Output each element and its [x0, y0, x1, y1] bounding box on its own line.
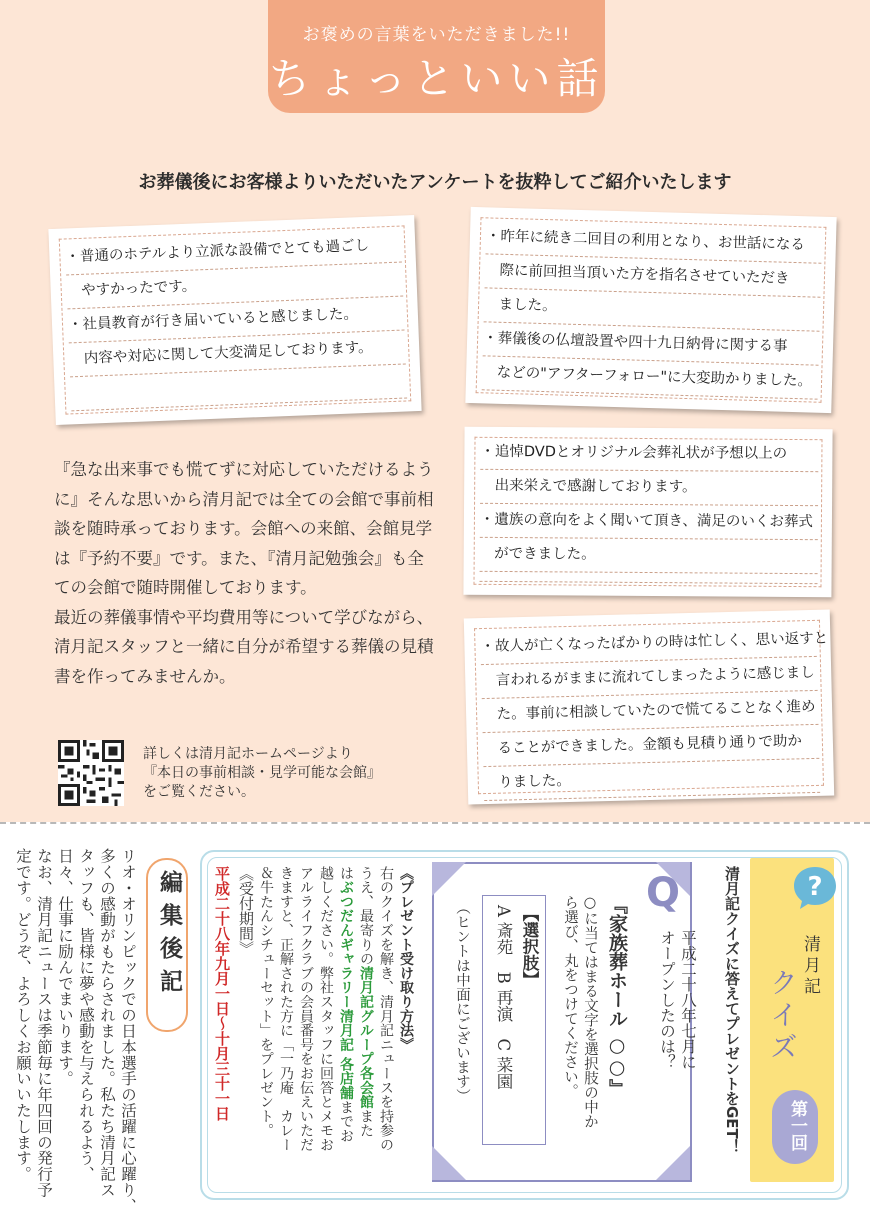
question-text: [656, 930, 698, 1070]
testimonial-card-1: [48, 215, 421, 425]
testimonial-card-4: [464, 610, 834, 805]
card-line: ・故人が亡くなったばかりの時は忙しく、思い返すと: [480, 622, 817, 665]
card-line: ました。: [484, 287, 821, 331]
card-line: ・追悼DVDとオリジナル会葬礼状が予想以上の: [480, 435, 818, 472]
quiz-round-badge: [772, 1090, 818, 1164]
quiz-brand: 清月記: [800, 935, 820, 998]
choices-line: [490, 905, 516, 1089]
instruction-line: ○に当てはまる文字を選択肢の中か: [582, 895, 598, 1129]
present-highlight: ぶつだんギャラリー清月記 各店舗: [338, 880, 354, 1100]
period-heading: 《受付期間》: [237, 866, 255, 956]
present-line: きますと、正解された方に「一乃庵 カレー: [278, 866, 294, 1152]
consultation-paragraph: 最近の葬儀事情や平均費用等について学びながら、清月記スタッフと一緒に自分が希望する葬儀の見積書を作ってみませんか。: [54, 607, 434, 686]
editor-note-line: タッフも、皆様に夢や感動を与えられるよう、: [77, 848, 95, 1182]
quiz-banner: 清月記クイズに答えてプレゼントをGET！: [723, 866, 741, 1154]
period-text: 平成二十八年九月一日～十月三十一日: [213, 866, 231, 1121]
qr-note: [143, 745, 381, 802]
choice-item[interactable]: A 斎苑: [494, 905, 513, 956]
present-text: は: [338, 866, 354, 881]
card-line: ・昨年に続き二回目の利用となり、お世話になる: [485, 219, 822, 263]
present-text: また: [358, 1109, 374, 1138]
consultation-text: [54, 455, 434, 691]
editor-note-line: 日々、仕事に励んでまいります。: [56, 848, 74, 1087]
section-divider: [0, 822, 870, 824]
card-line: 出来栄えで感謝しております。: [480, 469, 818, 506]
choice-item[interactable]: C 菜園: [494, 1038, 513, 1090]
card-line: ることができました。金額も見積り通りで助か: [483, 724, 820, 767]
card-line: ・普通のホテルより立派な設備でとても過ごし: [65, 228, 402, 276]
present-line: 越しください。弊社スタッフに回答とメモお: [318, 866, 334, 1152]
consultation-paragraph: 『急な出来事でも慌てずに対応していただけるように』そんな思いから清月記では全ての会館で事前相談を随時承っております。会館への来館、会館見学は『予約不要』です。また、『清月記勉強会』も全ての会館で随時開催しております。: [54, 460, 434, 597]
present-line: [356, 866, 376, 1152]
editor-note-line: 多くの感動がもたらされました。私たち清月記ス: [98, 848, 116, 1198]
present-line: ＆牛たんシチューセット」をプレゼント。: [258, 866, 274, 1138]
present-text: までお: [338, 1100, 354, 1143]
editor-note-line: リオ・オリンピックでの日本選手の活躍に心躍り、: [119, 848, 137, 1214]
instruction-line: ら選び、丸をつけてください。: [562, 895, 578, 1098]
editor-note-line: なお、清月記ニュースは季節毎に年四回の発行予: [35, 848, 53, 1198]
qr-code-icon[interactable]: [58, 740, 124, 806]
quiz-title: クイズ: [766, 968, 799, 1064]
present-line: 右のクイズを解き、清月記ニュースを持参の: [378, 866, 394, 1152]
card-line: 言われるがままに流れてしまったように感じまし: [481, 656, 818, 699]
hint-text: （ヒントは中面にございます）: [454, 900, 470, 1103]
present-text: うえ、最寄りの: [358, 866, 374, 967]
answer-line: 『家族葬ホール ○○』: [606, 895, 628, 1098]
card-line: 際に前回担当頂いた方を指名させていただき: [485, 253, 822, 297]
svg-text:?: ?: [807, 872, 823, 902]
card-line: やすかったです。: [66, 262, 403, 310]
editor-note-line: 定です。どうぞ、よろしくお願いいたします。: [14, 848, 32, 1182]
present-instructions: [256, 866, 416, 1152]
card-line: 内容や対応に関して大変満足しております。: [69, 330, 406, 378]
qr-note-line: 『本日の事前相談・見学可能な会館』: [143, 765, 381, 781]
choice-item[interactable]: B 再演: [494, 971, 513, 1023]
present-line: アルライフクラブの会員番号をお伝えいただ: [298, 866, 314, 1152]
question-line: 平成二十八年七月に: [679, 930, 697, 1070]
testimonial-card-2: [465, 207, 836, 413]
card-line: ・社員教育が行き届いていると感じました。: [67, 296, 404, 344]
editor-heading-box: [146, 858, 188, 1032]
card-line: ・葬儀後の仏壇設置や四十九日納骨に関する事: [483, 321, 820, 365]
card-line: た。事前に相談していたので慌てることなく進め: [482, 690, 819, 733]
editor-heading: 編集後記: [156, 870, 183, 1002]
choices: [490, 905, 542, 1089]
intro-text: お葬儀後にお客様よりいただいたアンケートを抜粋してご紹介いたします: [138, 172, 732, 193]
header-tab: [268, 0, 605, 113]
choices-label: 【選択肢】: [520, 905, 539, 988]
question-bubble-icon: [792, 865, 838, 911]
header-title: ちょっといい話: [268, 54, 605, 103]
testimonial-card-3: [463, 427, 832, 598]
qr-note-line: 詳しくは清月記ホームページより: [143, 746, 353, 762]
card-line: りました。: [483, 758, 820, 801]
question-line: オープンしたのは？: [658, 930, 676, 1070]
present-line: 《プレゼント受け取り方法》: [398, 866, 414, 1052]
header-subtitle: お褒めの言葉をいただきました!!: [302, 25, 571, 45]
card-line: などの"アフターフォロー"に大変助かりました。: [482, 355, 819, 399]
present-highlight: 清月記グループ各会館: [358, 966, 374, 1110]
card-line: ができました。: [480, 537, 818, 574]
q-mark: Q: [646, 870, 681, 916]
quiz-round-label: 第一回: [787, 1100, 807, 1151]
present-line: [336, 866, 356, 1152]
qr-note-line: をご覧ください。: [143, 784, 255, 800]
card-line: [480, 567, 818, 584]
editor-note-text: [12, 848, 138, 1214]
card-line: ・遺族の意向をよく聞いて頂き、満足のいくお葬式: [480, 503, 818, 540]
instruction-text: [560, 895, 600, 1129]
